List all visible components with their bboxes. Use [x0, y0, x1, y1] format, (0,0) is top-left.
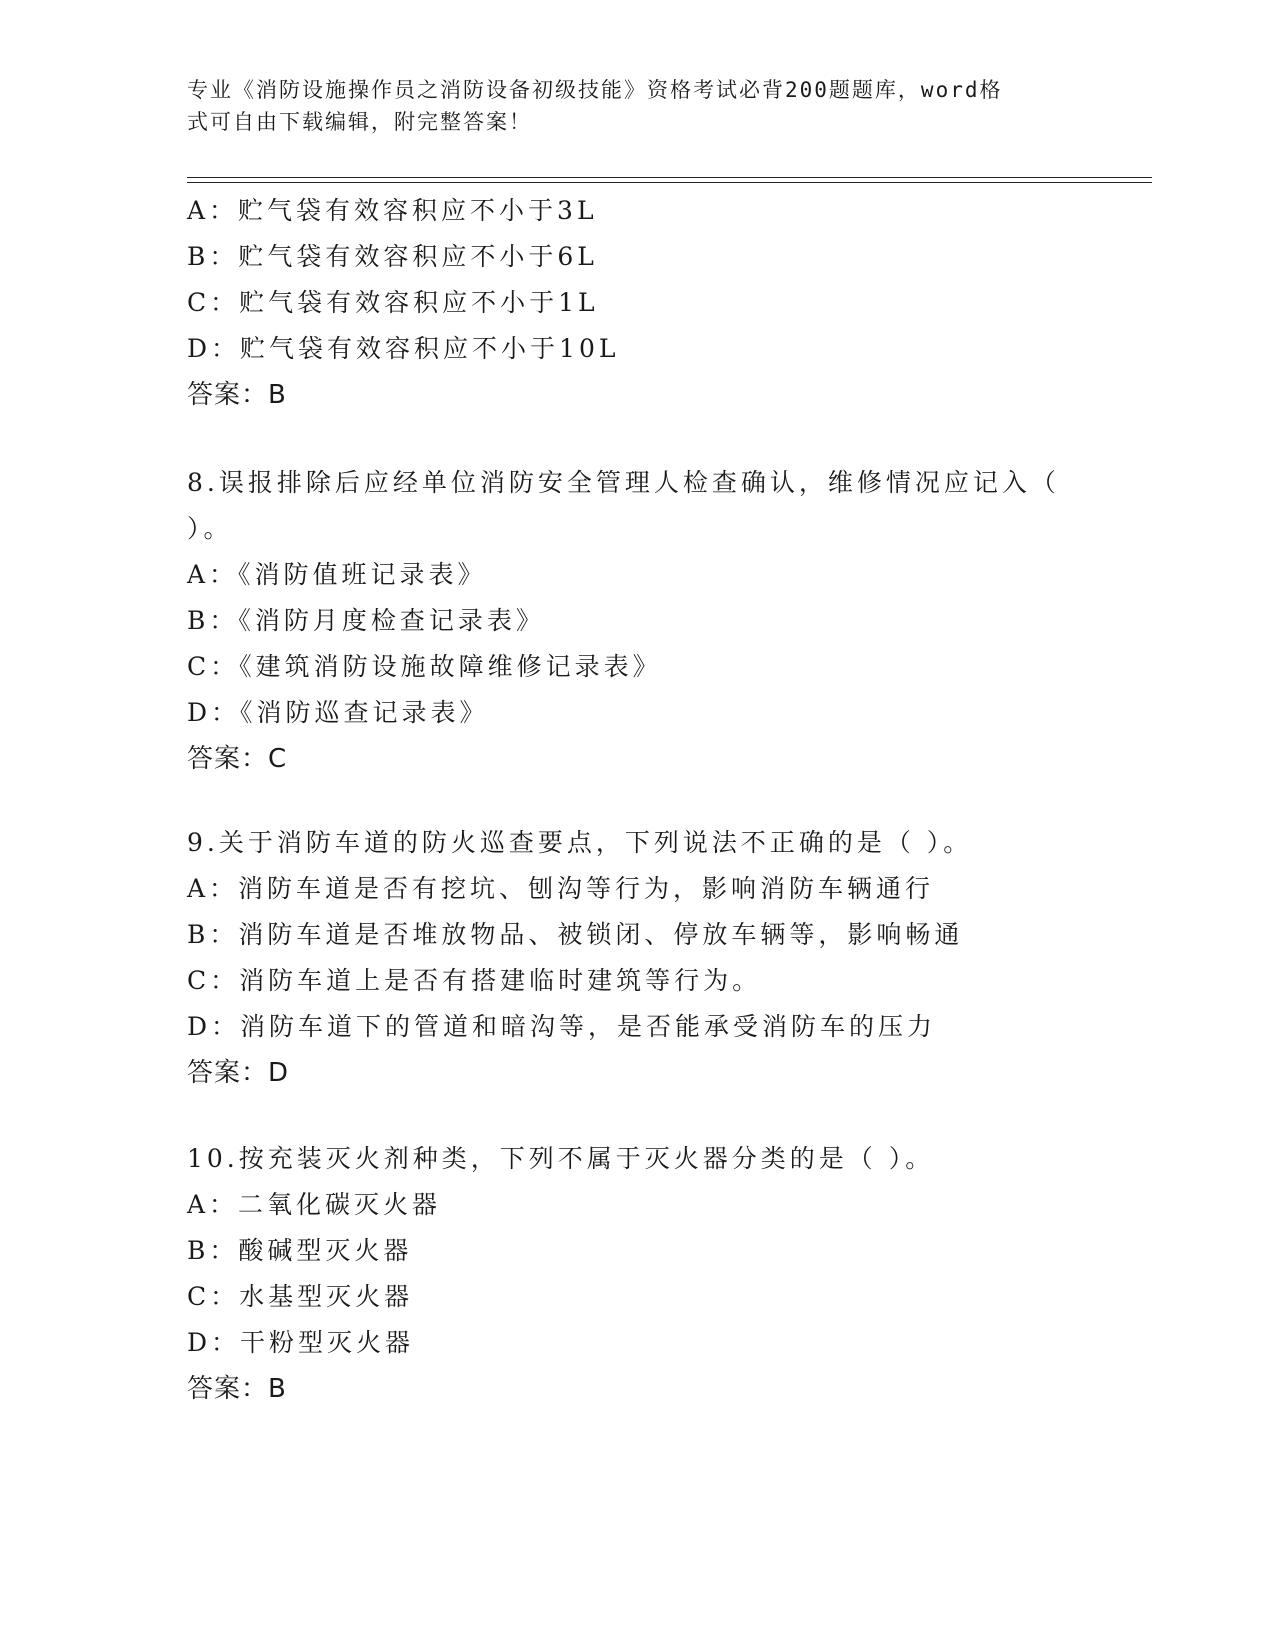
option-d: D：贮气袋有效容积应不小于10L [187, 334, 620, 363]
option-c: C：消防车道上是否有搭建临时建筑等行为。 [187, 966, 762, 995]
option-d: D：干粉型灭火器 [187, 1328, 415, 1357]
question-10-block [187, 1136, 1087, 1412]
option-b: B：消防车道是否堆放物品、被锁闭、停放车辆等，影响畅通 [187, 920, 964, 949]
option-c: C：水基型灭火器 [187, 1282, 414, 1311]
option-b: B：《消防月度检查记录表》 [187, 606, 545, 635]
answer: 答案：D [187, 1058, 290, 1088]
option-a: A：消防车道是否有挖坑、刨沟等行为，影响消防车辆通行 [187, 874, 935, 903]
question-8-block [187, 460, 1087, 782]
option-d: D：《消防巡查记录表》 [187, 698, 489, 727]
header-line-1: 专业《消防设施操作员之消防设备初级技能》资格考试必背200题题库，word格 [187, 78, 1003, 102]
answer: 答案：C [187, 744, 288, 774]
question-stem-line-1: 10.按充装灭火剂种类，下列不属于灭火器分类的是（ ）。 [187, 1144, 935, 1173]
header-line-2: 式可自由下载编辑，附完整答案！ [187, 110, 532, 134]
option-b: B：贮气袋有效容积应不小于6L [187, 242, 598, 271]
question-stem-line-2: ）。 [187, 514, 233, 543]
question-7-block [187, 188, 1087, 418]
header-divider-top [187, 177, 1152, 178]
question-stem-line-1: 9.关于消防车道的防火巡查要点，下列说法不正确的是（ ）。 [187, 828, 973, 857]
question-stem-line-1: 8.误报排除后应经单位消防安全管理人检查确认，维修情况应记入（ [187, 468, 1060, 497]
option-b: B：酸碱型灭火器 [187, 1236, 413, 1265]
answer: 答案：B [187, 380, 287, 410]
option-a: A：二氧化碳灭火器 [187, 1190, 442, 1219]
option-c: C：贮气袋有效容积应不小于1L [187, 288, 599, 317]
document-header [187, 74, 1067, 138]
option-c: C：《建筑消防设施故障维修记录表》 [187, 652, 662, 681]
option-d: D：消防车道下的管道和暗沟等，是否能承受消防车的压力 [187, 1012, 937, 1041]
option-a: A：《消防值班记录表》 [187, 560, 487, 589]
option-a: A：贮气袋有效容积应不小于3L [187, 196, 598, 225]
header-divider-bottom [187, 182, 1152, 183]
question-9-block [187, 820, 1087, 1096]
answer: 答案：B [187, 1374, 287, 1404]
